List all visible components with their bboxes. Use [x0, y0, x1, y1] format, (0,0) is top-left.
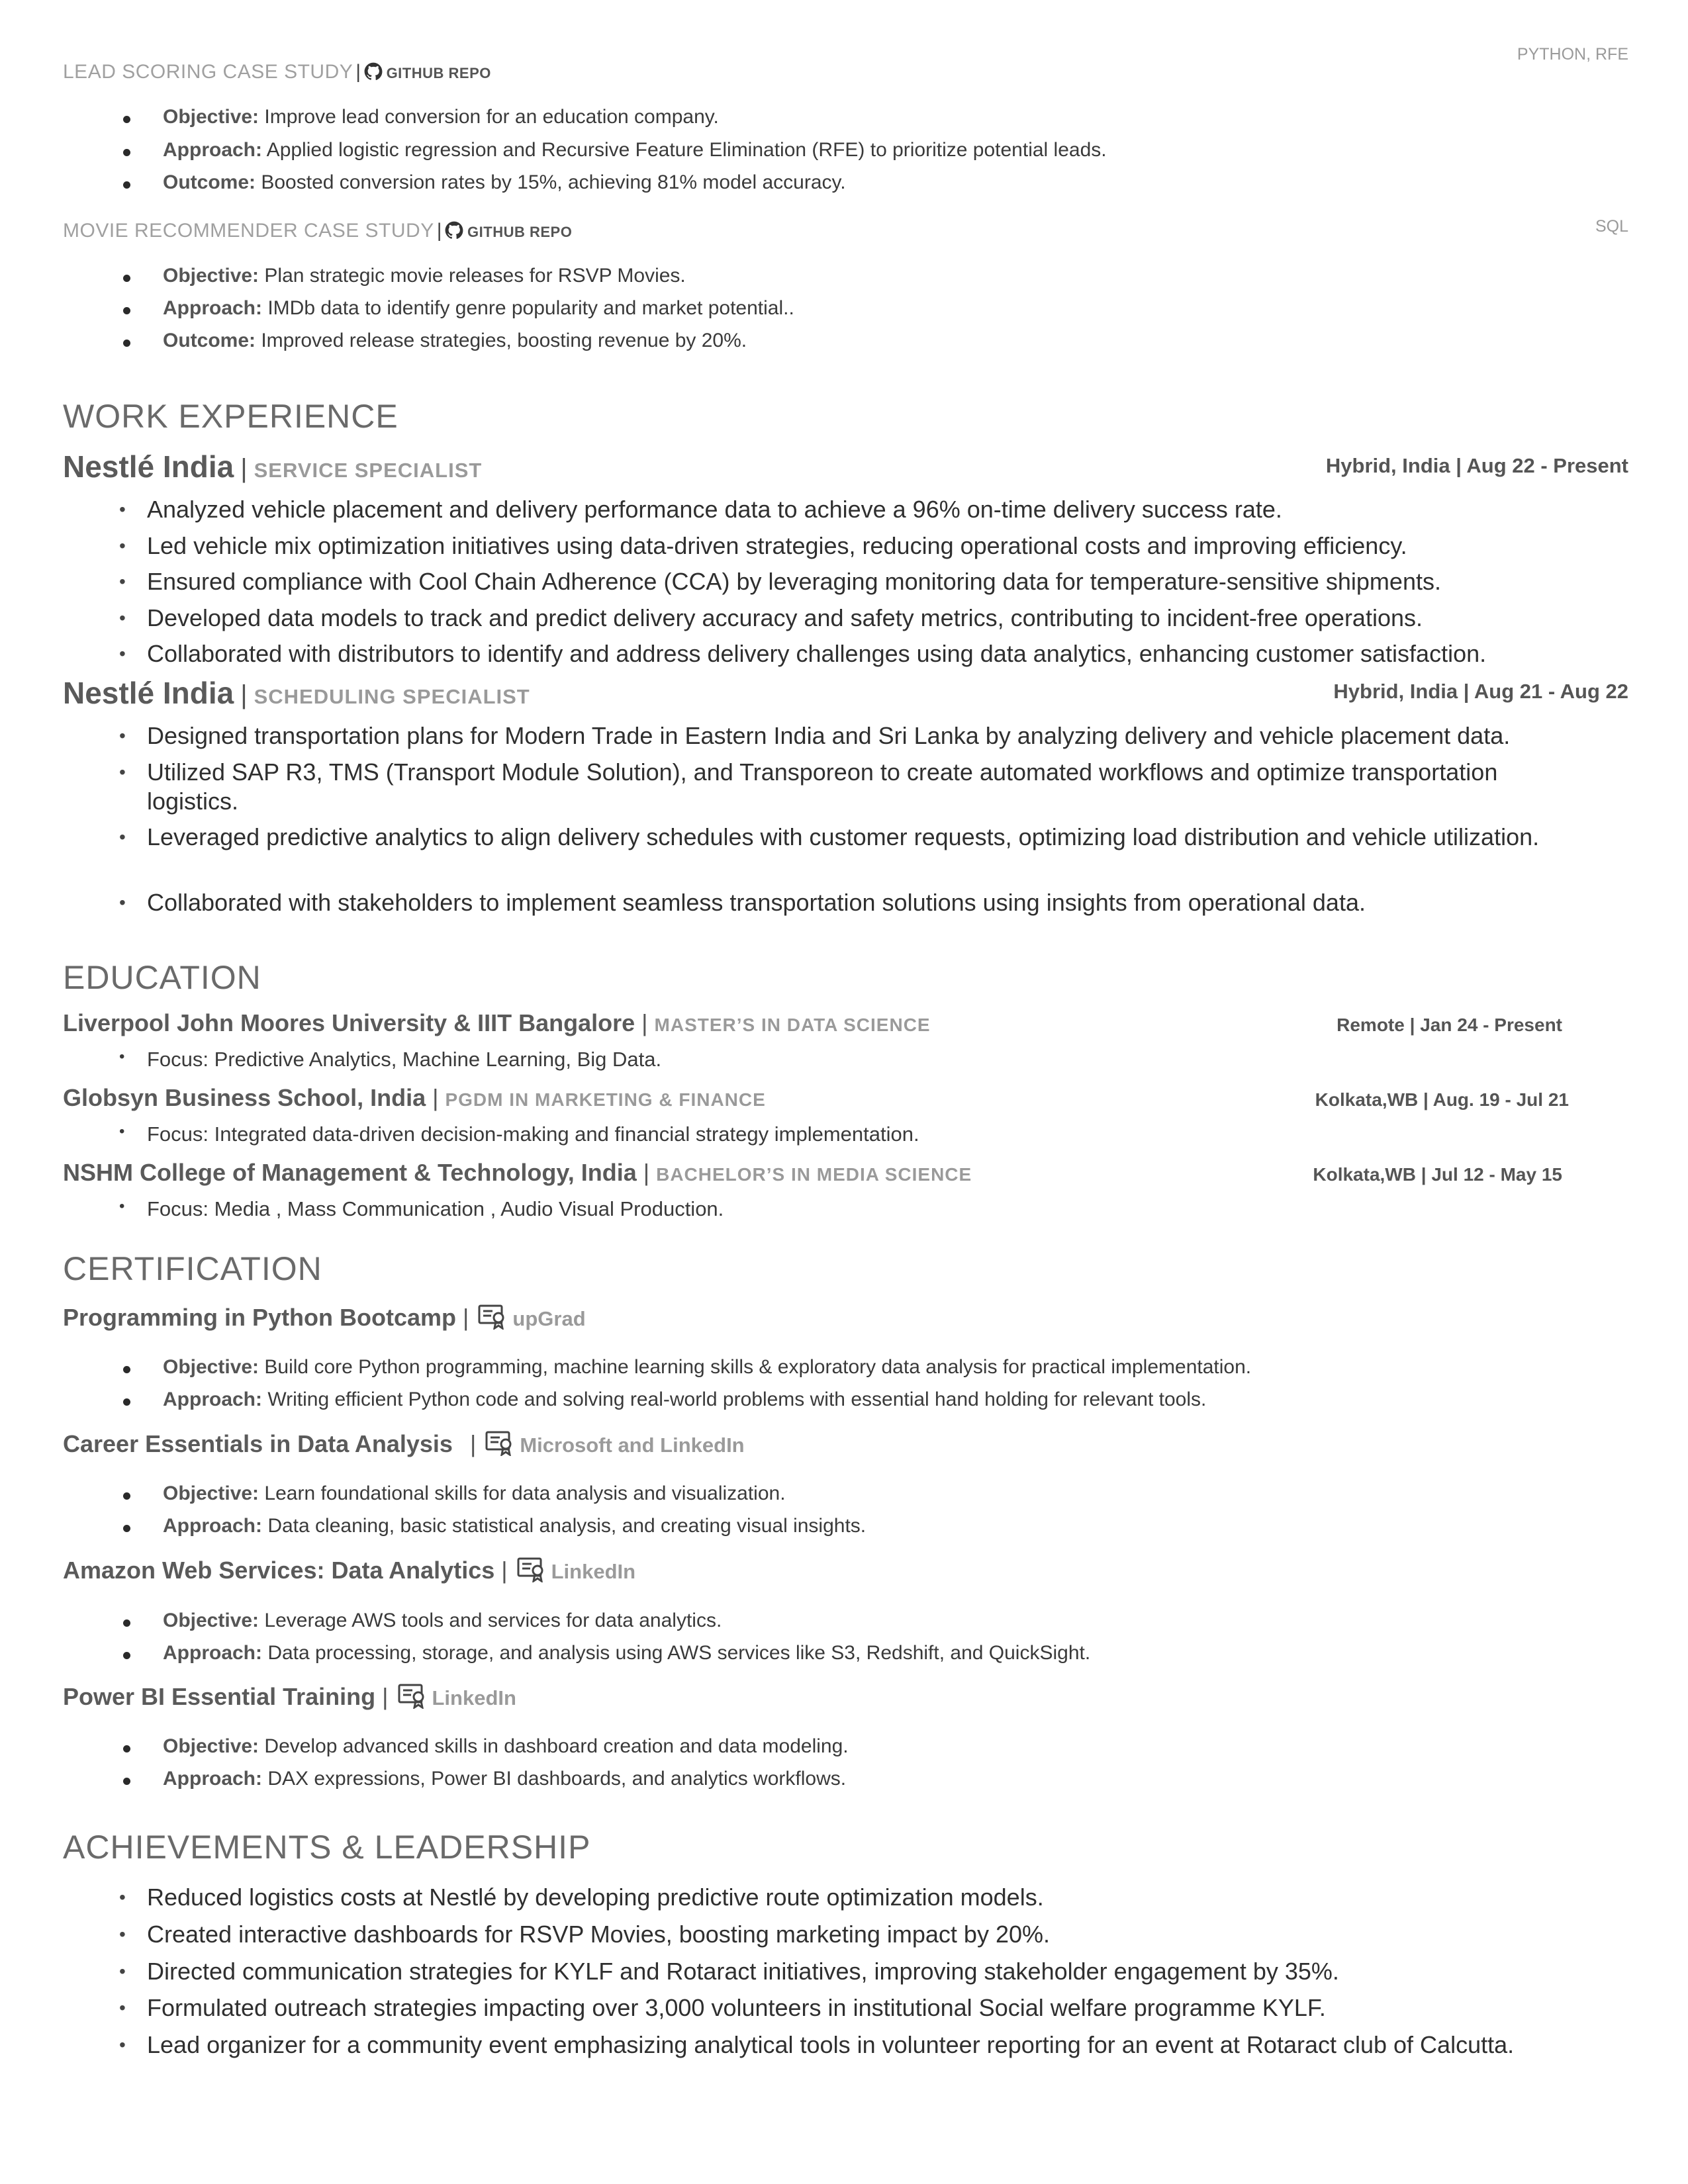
certificate-icon — [398, 1684, 427, 1709]
certification-issuer: LinkedIn — [432, 1686, 516, 1709]
section-heading-certification: CERTIFICATION — [63, 1250, 322, 1287]
separator: | — [641, 1009, 648, 1036]
project-title-lead-scoring: LEAD SCORING CASE STUDY | GITHUB REPO — [63, 61, 491, 83]
school-name: Liverpool John Moores University & IIIT Bangalore — [63, 1009, 635, 1036]
bullet-dot — [123, 307, 130, 314]
bullet-dot — [123, 116, 130, 123]
job-meta: Hybrid, India | Aug 22 - Present — [1325, 454, 1628, 477]
job-header — [63, 675, 530, 711]
certificate-icon — [478, 1304, 507, 1330]
list-item: • Directed communication strategies for KYLF and Rotaract initiatives, improving stakeholder engagement by 35%. — [119, 1958, 1339, 1985]
separator: | — [240, 680, 248, 709]
certification-name: Career Essentials in Data Analysis — [63, 1430, 453, 1457]
list-item: Objective: Develop advanced skills in dashboard creation and data modeling. — [163, 1735, 849, 1758]
degree: BACHELOR’S IN MEDIA SCIENCE — [656, 1164, 972, 1185]
degree: MASTER’S IN DATA SCIENCE — [654, 1015, 931, 1035]
certificate-icon — [517, 1557, 546, 1582]
list-item: • Leveraged predictive analytics to align delivery schedules with customer requests, optimizing load distribution and vehicle utilization. — [119, 823, 1540, 850]
bullet-dot — [123, 149, 130, 156]
github-repo-link[interactable]: GITHUB REPO — [386, 65, 491, 81]
bullet-dot — [123, 275, 130, 282]
github-icon — [445, 221, 463, 240]
list-item: Objective: Improve lead conversion for an education company. — [163, 106, 719, 128]
job-header — [63, 449, 482, 484]
job-role: SERVICE SPECIALIST — [254, 459, 483, 482]
education-meta: Kolkata,WB | Aug. 19 - Jul 21 — [1315, 1089, 1569, 1110]
section-heading-achievements: ACHIEVEMENTS & LEADERSHIP — [63, 1829, 591, 1866]
list-item: • Designed transportation plans for Modern Trade in Eastern India and Sri Lanka by analyzing delivery and vehicle placement data. — [119, 722, 1511, 749]
list-item: Approach: Data processing, storage, and analysis using AWS services like S3, Redshift, and QuickSight. — [163, 1642, 1090, 1664]
education-focus: • Focus: Media , Mass Communication , Audio Visual Production. — [119, 1197, 724, 1220]
list-item: • Collaborated with stakeholders to implement seamless transportation solutions using insights from operational data. — [119, 889, 1366, 916]
list-item: Approach: DAX expressions, Power BI dashboards, and analytics workflows. — [163, 1768, 846, 1790]
school-name: Globsyn Business School, India — [63, 1084, 426, 1111]
certification-issuer: LinkedIn — [551, 1560, 636, 1583]
certification-name: Power BI Essential Training — [63, 1683, 376, 1710]
separator: | — [436, 220, 443, 242]
list-item: Approach: IMDb data to identify genre popularity and market potential.. — [163, 297, 794, 320]
certification-issuer: upGrad — [512, 1307, 586, 1330]
job-meta: Hybrid, India | Aug 21 - Aug 22 — [1333, 680, 1628, 703]
bullet-dot — [123, 1398, 130, 1406]
list-item: Objective: Plan strategic movie releases for RSVP Movies. — [163, 265, 686, 287]
list-item: Objective: Leverage AWS tools and services for data analytics. — [163, 1610, 722, 1632]
list-item: • Utilized SAP R3, TMS (Transport Module Solution), and Transporeon to create automated workflows and optimize transportation logistics. — [119, 758, 1498, 815]
list-item: Approach: Data cleaning, basic statistical analysis, and creating visual insights. — [163, 1515, 866, 1537]
education-meta: Remote | Jan 24 - Present — [1336, 1015, 1562, 1035]
certification-header — [63, 1557, 635, 1584]
bullet-dot — [123, 1525, 130, 1532]
certification-issuer: Microsoft and LinkedIn — [520, 1433, 745, 1457]
separator: | — [432, 1084, 439, 1111]
certification-name: Amazon Web Services: Data Analytics — [63, 1557, 495, 1584]
list-item: • Formulated outreach strategies impacting over 3,000 volunteers in institutional Social welfare programme KYLF. — [119, 1994, 1326, 2021]
certification-header — [63, 1304, 586, 1332]
list-item: • Analyzed vehicle placement and delivery performance data to achieve a 96% on-time delivery success rate. — [119, 496, 1282, 523]
education-meta: Kolkata,WB | Jul 12 - May 15 — [1313, 1164, 1562, 1185]
list-item: • Developed data models to track and predict delivery accuracy and safety metrics, contributing to incident-free operations. — [119, 604, 1423, 631]
project-tag: PYTHON, RFE — [1517, 45, 1628, 64]
list-item: Objective: Learn foundational skills for data analysis and visualization. — [163, 1482, 786, 1505]
list-item: • Created interactive dashboards for RSVP Movies, boosting marketing impact by 20%. — [119, 1921, 1051, 1948]
bullet-dot — [123, 1778, 130, 1785]
list-item: • Collaborated with distributors to identify and address delivery challenges using data analytics, enhancing customer satisfaction. — [119, 640, 1487, 667]
bullet-dot — [123, 1492, 130, 1500]
section-heading-education: EDUCATION — [63, 959, 261, 996]
separator: | — [382, 1683, 389, 1710]
list-item: • Reduced logistics costs at Nestlé by developing predictive route optimization models. — [119, 1884, 1044, 1911]
list-item: Outcome: Improved release strategies, boosting revenue by 20%. — [163, 330, 747, 352]
education-focus: • Focus: Predictive Analytics, Machine Learning, Big Data. — [119, 1048, 662, 1071]
separator: | — [643, 1159, 650, 1186]
separator: | — [240, 454, 248, 483]
certification-name: Programming in Python Bootcamp — [63, 1304, 457, 1331]
job-role: SCHEDULING SPECIALIST — [254, 685, 530, 708]
bullet-dot — [123, 1366, 130, 1373]
list-item: • Led vehicle mix optimization initiatives using data-driven strategies, reducing operational costs and improving efficiency. — [119, 532, 1407, 559]
separator: | — [355, 61, 361, 83]
education-header — [63, 1009, 931, 1037]
school-name: NSHM College of Management & Technology, India — [63, 1159, 637, 1186]
separator: | — [501, 1557, 508, 1584]
section-heading-work: WORK EXPERIENCE — [63, 398, 399, 435]
education-focus: • Focus: Integrated data-driven decision-making and financial strategy implementation. — [119, 1122, 919, 1146]
github-icon — [364, 62, 383, 81]
bullet-dot — [123, 340, 130, 347]
separator: | — [463, 1304, 469, 1331]
bullet-dot — [123, 1652, 130, 1659]
degree: PGDM IN MARKETING & FINANCE — [445, 1089, 766, 1110]
list-item: Approach: Writing efficient Python code and solving real-world problems with essential hand holding for relevant tools. — [163, 1388, 1206, 1411]
project-tag: SQL — [1595, 217, 1628, 236]
bullet-dot — [123, 1745, 130, 1752]
list-item: Objective: Build core Python programming, machine learning skills & exploratory data analysis for practical implementation. — [163, 1356, 1251, 1379]
company-name: Nestlé India — [63, 676, 234, 710]
project-title-movie-recommender: MOVIE RECOMMENDER CASE STUDY | GITHUB REPO — [63, 220, 573, 242]
certification-header — [63, 1683, 516, 1711]
company-name: Nestlé India — [63, 449, 234, 484]
separator: | — [469, 1430, 477, 1457]
list-item: • Lead organizer for a community event emphasizing analytical tools in volunteer reporting for an event at Rotaract club of Calcutta. — [119, 2031, 1515, 2058]
list-item: • Ensured compliance with Cool Chain Adherence (CCA) by leveraging monitoring data for temperature-sensitive shipments. — [119, 568, 1441, 595]
github-repo-link[interactable]: GITHUB REPO — [467, 224, 573, 240]
bullet-dot — [123, 1619, 130, 1627]
bullet-dot — [123, 181, 130, 189]
list-item: Outcome: Boosted conversion rates by 15%, achieving 81% model accuracy. — [163, 171, 846, 194]
list-item: Approach: Applied logistic regression and Recursive Feature Elimination (RFE) to prioritize potential leads. — [163, 139, 1107, 161]
education-header — [63, 1084, 766, 1112]
certificate-icon — [485, 1431, 514, 1456]
education-header — [63, 1159, 972, 1187]
certification-header — [63, 1430, 745, 1458]
